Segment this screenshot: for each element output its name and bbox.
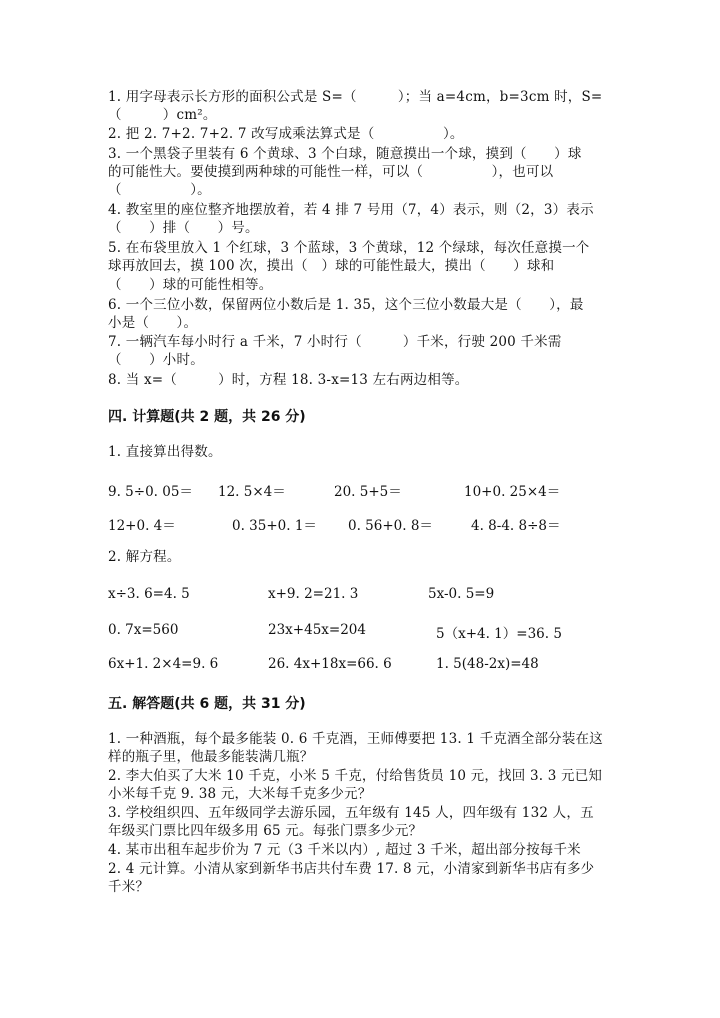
equation-item: 0. 7x=560 bbox=[108, 622, 179, 638]
question-title: 2. 解方程。 bbox=[108, 549, 181, 565]
problem-line: 2. 4 元计算。小清从家到新华书店共付车费 17. 8 元，小清家到新华书店有多少 bbox=[108, 861, 595, 877]
problem-line: 样的瓶子里，他最多能装满几瓶？ bbox=[108, 749, 314, 765]
fill-blank-line: （ ）球的可能性相等。 bbox=[108, 277, 273, 293]
problem-line: 千米？ bbox=[108, 879, 150, 895]
fill-blank-line: 7. 一辆汽车每小时行 a 千米，7 小时行（ ）千米，行驶 200 千米需 bbox=[108, 334, 562, 350]
arithmetic-item: 0. 56+0. 8＝ bbox=[348, 518, 433, 534]
arithmetic-item: 12. 5×4＝ bbox=[218, 484, 286, 500]
fill-blank-line: 1. 用字母表示长方形的面积公式是 S=（ ）；当 a=4cm，b=3cm 时，S= bbox=[108, 89, 603, 105]
fill-blank-line: （ ）小时。 bbox=[108, 352, 204, 368]
arithmetic-item: 12+0. 4＝ bbox=[108, 518, 176, 534]
equation-item: x+9. 2=21. 3 bbox=[268, 586, 359, 602]
arithmetic-item: 4. 8-4. 8÷8＝ bbox=[471, 518, 561, 534]
question-title: 1. 直接算出得数。 bbox=[108, 444, 222, 460]
equation-item: 5x-0. 5=9 bbox=[428, 586, 495, 602]
fill-blank-line: （ ）cm²。 bbox=[108, 107, 217, 123]
equation-item: 23x+45x=204 bbox=[268, 622, 366, 638]
problem-line: 4. 某市出租车起步价为 7 元（3 千米以内）, 超过 3 千米，超出部分按每千米 bbox=[108, 842, 581, 858]
arithmetic-item: 9. 5÷0. 05＝ bbox=[108, 484, 193, 500]
problem-line: 1. 一种酒瓶，每个最多能装 0. 6 千克酒，王师傅要把 13. 1 千克酒全部分装在这 bbox=[108, 731, 603, 747]
equation-item: 26. 4x+18x=66. 6 bbox=[268, 656, 392, 672]
fill-blank-line: 8. 当 x=（ ）时，方程 18. 3-x=13 左右两边相等。 bbox=[108, 372, 469, 388]
problem-line: 2. 李大伯买了大米 10 千克，小米 5 千克，付给售货员 10 元，找回 3. 3 元已知 bbox=[108, 768, 603, 784]
fill-blank-line: 6. 一个三位小数，保留两位小数后是 1. 35，这个三位小数最大是（ ），最 bbox=[108, 297, 584, 313]
section-heading: 四. 计算题(共 2 题，共 26 分) bbox=[108, 409, 306, 425]
equation-item: 5（x+4. 1）=36. 5 bbox=[436, 626, 562, 642]
arithmetic-item: 10+0. 25×4＝ bbox=[464, 484, 561, 500]
fill-blank-line: 5. 在布袋里放入 1 个红球，3 个蓝球，3 个黄球，12 个绿球，每次任意摸一个 bbox=[108, 240, 590, 256]
equation-item: x÷3. 6=4. 5 bbox=[108, 586, 190, 602]
equation-item: 1. 5(48-2x)=48 bbox=[436, 656, 539, 672]
section-heading: 五. 解答题(共 6 题，共 31 分) bbox=[108, 696, 306, 712]
fill-blank-line: 4. 教室里的座位整齐地摆放着，若 4 排 7 号用（7，4）表示，则（2，3）表示 bbox=[108, 202, 594, 218]
problem-line: 年级买门票比四年级多用 65 元。每张门票多少元？ bbox=[108, 823, 423, 839]
equation-item: 6x+1. 2×4=9. 6 bbox=[108, 656, 219, 672]
fill-blank-line: （ ）排（ ）号。 bbox=[108, 220, 259, 236]
problem-line: 小米每千克 9. 38 元，大米每千克多少元？ bbox=[108, 786, 372, 802]
fill-blank-line: 的可能性大。要使摸到两种球的可能性一样，可以（ ），也可以 bbox=[108, 164, 554, 180]
fill-blank-line: 3. 一个黑袋子里装有 6 个黄球、3 个白球，随意摸出一个球，摸到（ ）球 bbox=[108, 146, 582, 162]
fill-blank-line: 球再放回去，摸 100 次，摸出（ ）球的可能性最大，摸出（ ）球和 bbox=[108, 258, 555, 274]
fill-blank-line: 2. 把 2. 7+2. 7+2. 7 改写成乘法算式是（ ）。 bbox=[108, 126, 464, 142]
arithmetic-item: 0. 35+0. 1＝ bbox=[232, 518, 317, 534]
fill-blank-line: （ ）。 bbox=[108, 182, 211, 198]
problem-line: 3. 学校组织四、五年级同学去游乐园，五年级有 145 人，四年级有 132 人，五 bbox=[108, 805, 594, 821]
arithmetic-item: 20. 5+5＝ bbox=[334, 484, 402, 500]
fill-blank-line: 小是（ ）。 bbox=[108, 315, 198, 331]
